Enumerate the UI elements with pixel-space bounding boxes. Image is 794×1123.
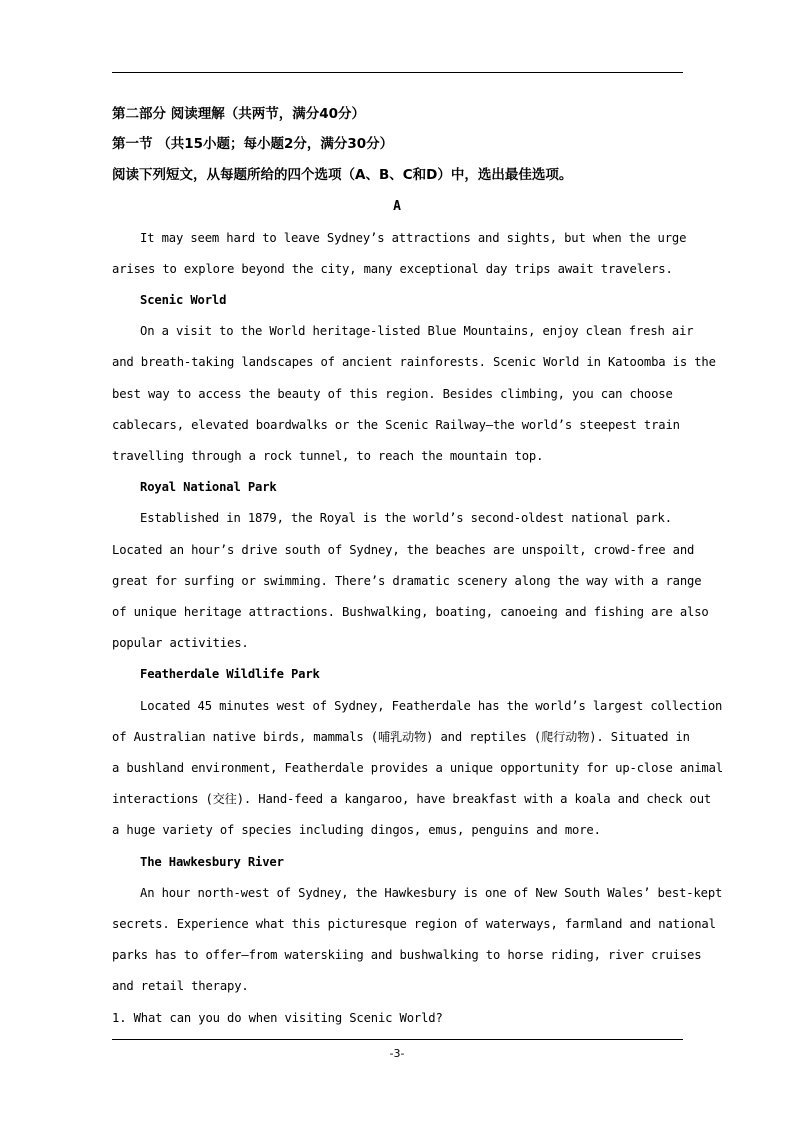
passage-letter: A: [393, 199, 401, 214]
intro-line: arises to explore beyond the city, many exceptional day trips await travelers.: [112, 262, 673, 276]
paragraph-line: Located an hour’s drive south of Sydney, the beaches are unspoilt, crowd-free and: [112, 543, 695, 557]
paragraph-line: a bushland environment, Featherdale provides a unique opportunity for up-close animal: [112, 761, 723, 775]
section-heading-hawkesbury-river: The Hawkesbury River: [140, 855, 284, 869]
paragraph-line: Established in 1879, the Royal is the world’s second-oldest national park.: [140, 511, 672, 525]
paragraph-line: interactions (交往). Hand-feed a kangaroo, have breakfast with a koala and check out: [112, 792, 712, 806]
intro-line: It may seem hard to leave Sydney’s attractions and sights, but when the urge: [140, 231, 687, 245]
footer-rule: [112, 1039, 683, 1040]
instruction: 阅读下列短文，从每题所给的四个选项（A、B、C和D）中，选出最佳选项。: [112, 167, 573, 183]
paragraph-line: secrets. Experience what this picturesque region of waterways, farmland and national: [112, 917, 716, 931]
paragraph-line: travelling through a rock tunnel, to reach the mountain top.: [112, 449, 544, 463]
paragraph-line: parks has to offer—from waterskiing and bushwalking to horse riding, river cruises: [112, 948, 702, 962]
paragraph-line: popular activities.: [112, 636, 249, 650]
paragraph-line: of Australian native birds, mammals (哺乳动物) and reptiles (爬行动物). Situated in: [112, 730, 690, 744]
paragraph-line: best way to access the beauty of this region. Besides climbing, you can choose: [112, 387, 673, 401]
section-heading-featherdale: Featherdale Wildlife Park: [140, 667, 320, 681]
part-title: 第二部分 阅读理解（共两节，满分40分）: [112, 106, 365, 122]
paragraph-line: An hour north-west of Sydney, the Hawkesbury is one of New South Wales’ best-kept: [140, 886, 723, 900]
paragraph-line: On a visit to the World heritage-listed Blue Mountains, enjoy clean fresh air: [140, 324, 694, 338]
section-heading-scenic-world: Scenic World: [140, 293, 227, 307]
paragraph-line: Located 45 minutes west of Sydney, Featherdale has the world’s largest collection: [140, 699, 723, 713]
section-title: 第一节 （共15小题；每小题2分，满分30分）: [112, 136, 394, 152]
section-heading-royal-national-park: Royal National Park: [140, 480, 277, 494]
paragraph-line: and retail therapy.: [112, 979, 249, 993]
question-1: 1. What can you do when visiting Scenic World?: [112, 1011, 443, 1025]
paragraph-line: a huge variety of species including dingos, emus, penguins and more.: [112, 823, 601, 837]
page-number: -3-: [389, 1047, 405, 1060]
paragraph-line: and breath-taking landscapes of ancient rainforests. Scenic World in Katoomba is the: [112, 355, 716, 369]
paragraph-line: great for surfing or swimming. There’s dramatic scenery along the way with a range: [112, 574, 702, 588]
paragraph-line: cablecars, elevated boardwalks or the Scenic Railway—the world’s steepest train: [112, 418, 680, 432]
paragraph-line: of unique heritage attractions. Bushwalking, boating, canoeing and fishing are also: [112, 605, 709, 619]
header-rule: [112, 72, 683, 73]
